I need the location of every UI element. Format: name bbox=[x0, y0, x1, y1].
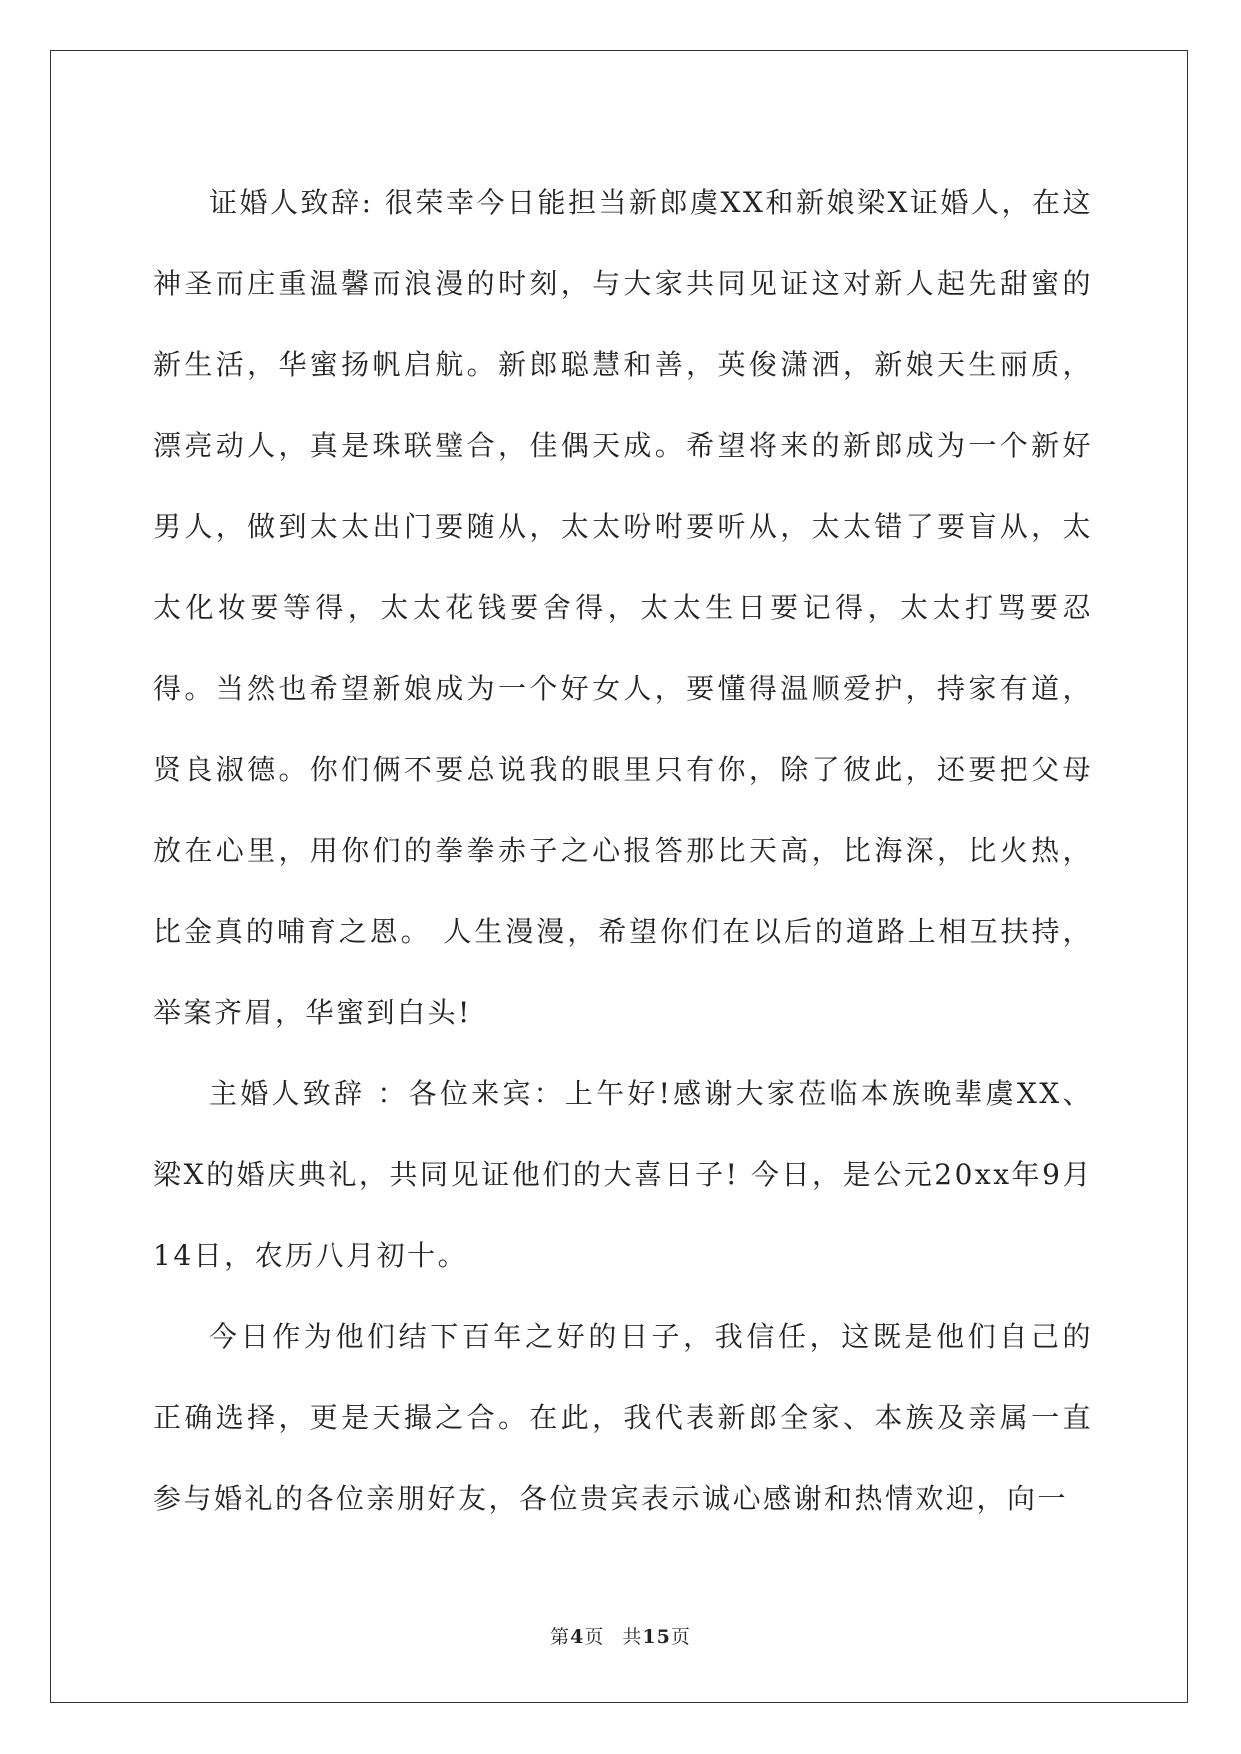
total-page-count: 15 bbox=[642, 1626, 671, 1648]
paragraph-host-speech: 主婚人致辞 ：各位来宾：上午好!感谢大家莅临本族晚辈虞XX、梁X的婚庆典礼，共同见证他们的大喜日子! 今日，是公元20xx年9月14日，农历八月初十。 bbox=[153, 1077, 1093, 1272]
page-unit: 页 bbox=[584, 1626, 605, 1648]
total-unit: 页 bbox=[670, 1626, 691, 1648]
current-page-number: 4 bbox=[570, 1626, 585, 1648]
paragraph-witness-speech: 证婚人致辞: 很荣幸今日能担当新郎虞XX和新娘梁X证婚人，在这神圣而庄重温馨而浪漫的时刻，与大家共同见证这对新人起先甜蜜的新生活，华蜜扬帆启航。新郎聪慧和善，英俊潇洒，新娘天生丽质，漂亮动人，真是珠联璧合，佳偶天成。希望将来的新郎成为一个新好男人，做到太太出门要随从，太太吩咐要听从，太太错了要盲从，太太化妆要等得，太太花钱要舍得，太太生日要记得，太太打骂要忍得。当然也希望新娘成为一个好女人，要懂得温顺爱护，持家有道，贤良淑德。你们俩不要总说我的眼里只有你，除了彼此，还要把父母放在心里，用你们的拳拳赤子之心报答那比天高，比海深，比火热，比金真的哺育之恩。 人生漫漫，希望你们在以后的道路上相互扶持，举案齐眉，华蜜到白头! bbox=[153, 186, 1093, 1029]
page-prefix: 第 bbox=[550, 1626, 571, 1648]
paragraph-wedding-day: 今日作为他们结下百年之好的日子，我信任，这既是他们自己的正确选择，更是天撮之合。在此，我代表新郎全家、本族及亲属一直参与婚礼的各位亲朋好友，各位贵宾表示诚心感谢和热情欢迎，向一 bbox=[153, 1320, 1093, 1515]
total-prefix: 共 bbox=[622, 1626, 643, 1648]
page-footer bbox=[0, 1622, 1241, 1649]
document-body bbox=[153, 162, 1093, 1539]
